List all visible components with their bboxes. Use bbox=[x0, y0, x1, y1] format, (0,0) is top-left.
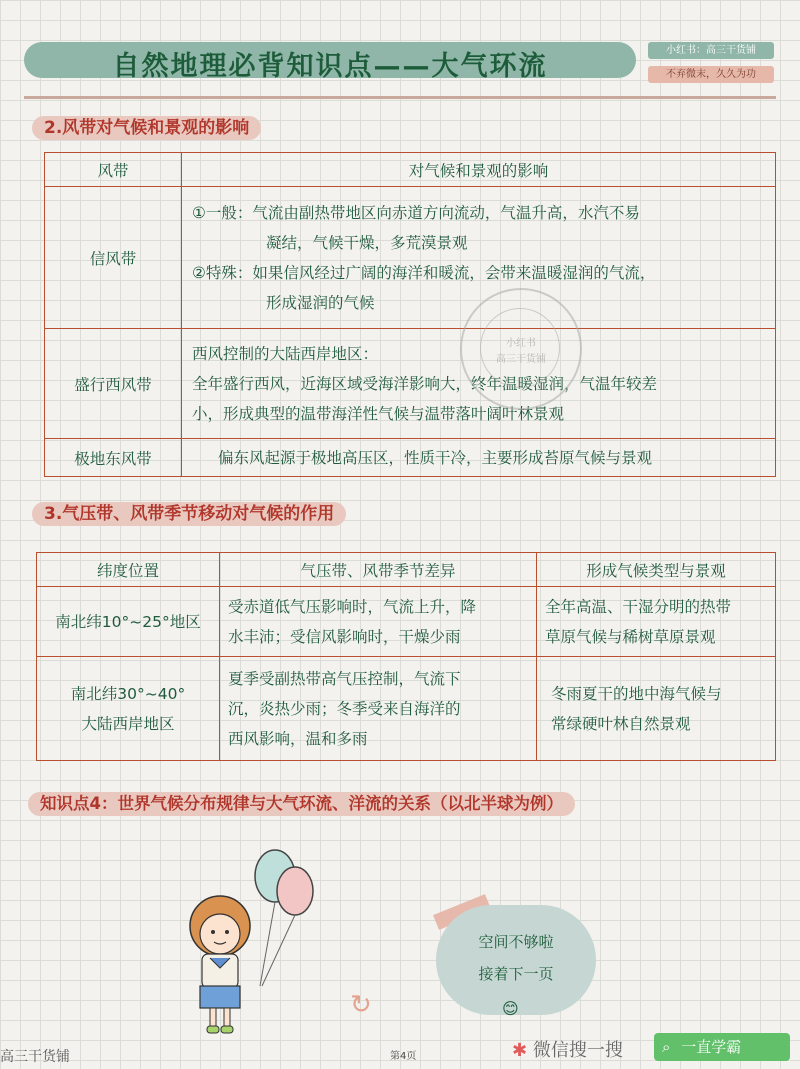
girl-skirt bbox=[200, 986, 240, 1008]
title-banner bbox=[24, 42, 636, 82]
col-header-climate-type: 形成气候类型与景观 bbox=[537, 553, 776, 587]
row-type-30-40 bbox=[537, 657, 776, 761]
seasonal-shift-table bbox=[36, 552, 776, 761]
effect-line: 全年盛行西风，近海区域受海洋影响大，终年温暖湿润，气温年较差 bbox=[192, 374, 658, 393]
row-name-polar-easterlies: 极地东风带 bbox=[45, 439, 182, 477]
search-button[interactable] bbox=[654, 1033, 790, 1061]
note-line: 空间不够啦 bbox=[478, 933, 554, 951]
row-name-trade-wind: 信风带 bbox=[45, 187, 182, 329]
wechat-search-label bbox=[512, 1036, 623, 1062]
cell-line: 全年高温、干湿分明的热带 bbox=[545, 597, 732, 616]
page-number: 第4页 bbox=[390, 1051, 417, 1062]
cell-line: 沉，炎热少雨；冬季受来自海洋的 bbox=[228, 699, 461, 718]
wechat-search-icon: ✱ bbox=[512, 1040, 528, 1061]
page-title: 自然地理必背知识点——大气环流 bbox=[112, 51, 548, 82]
seal-text: 小红书 bbox=[506, 338, 536, 349]
row-effect-polar-easterlies bbox=[182, 439, 776, 477]
cell-line: 大陆西岸地区 bbox=[81, 714, 175, 733]
seal-stamp bbox=[460, 288, 582, 410]
girl-leg bbox=[210, 1008, 216, 1026]
col-header-latitude: 纬度位置 bbox=[37, 553, 220, 587]
row-diff-10-25 bbox=[220, 587, 537, 657]
cell-line: 西风影响，温和多雨 bbox=[228, 729, 368, 748]
effect-line: 小，形成典型的温带海洋性气候与温带落叶阔叶林景观 bbox=[192, 404, 565, 423]
girl-with-balloons-illustration bbox=[180, 846, 330, 1046]
effect-line: ②特殊：如果信风经过广阔的海洋和暖流，会带来温暖湿润的气流， bbox=[192, 263, 656, 282]
girl-leg bbox=[224, 1008, 230, 1026]
cell-line: 水丰沛；受信风影响时，干燥少雨 bbox=[228, 627, 461, 646]
girl-eye bbox=[225, 930, 229, 934]
girl-shoe bbox=[207, 1026, 219, 1033]
girl-eye bbox=[211, 930, 215, 934]
header-divider bbox=[24, 96, 776, 99]
row-latitude-30-40 bbox=[37, 657, 220, 761]
footer-brand: 高三干货铺 bbox=[0, 1049, 70, 1065]
balloon-string bbox=[262, 915, 295, 986]
girl-shoe bbox=[221, 1026, 233, 1033]
row-type-10-25 bbox=[537, 587, 776, 657]
section-4-heading: 知识点4：世界气候分布规律与大气环流、洋流的关系（以北半球为例） bbox=[28, 792, 575, 816]
cell-line: 南北纬10°~25°地区 bbox=[55, 612, 201, 631]
cell-line: 夏季受副热带高气压控制，气流下 bbox=[228, 669, 461, 688]
cell-line: 受赤道低气压影响时，气流上升，降 bbox=[228, 597, 477, 616]
seal-text: 高三干货铺 bbox=[496, 354, 546, 365]
col-header-seasonal-diff: 气压带、风带季节差异 bbox=[220, 553, 537, 587]
effect-line: 西风控制的大陆西岸地区： bbox=[192, 344, 379, 363]
note-line: 接着下一页 bbox=[478, 965, 554, 983]
cell-line: 南北纬30°~40° bbox=[70, 684, 186, 703]
balloon-pink bbox=[277, 867, 313, 915]
cell-line: 冬雨夏干的地中海气候与 bbox=[551, 684, 722, 703]
effect-line: ①一般：气流由副热带地区向赤道方向流动，气温升高，水汽不易 bbox=[192, 203, 640, 222]
search-icon: ⌕ bbox=[662, 1038, 671, 1056]
section-2-heading: 2.风带对气候和景观的影响 bbox=[32, 116, 261, 140]
motto-tag: 不弃微末，久久为功 bbox=[648, 66, 774, 83]
girl-face bbox=[200, 914, 240, 954]
col-header-effect: 对气候和景观的影响 bbox=[182, 153, 776, 187]
emoji-icon: 😊 bbox=[502, 999, 519, 1018]
wechat-search-text: 微信搜一搜 bbox=[532, 1040, 623, 1061]
effect-line: 偏东风起源于极地高压区，性质干冷，主要形成苔原气候与景观 bbox=[218, 448, 653, 467]
row-name-westerlies: 盛行西风带 bbox=[45, 329, 182, 439]
author-tag: 小红书：高三干货铺 bbox=[648, 42, 774, 59]
cell-line: 草原气候与稀树草原景观 bbox=[545, 627, 716, 646]
search-button-label: 一直学霸 bbox=[681, 1038, 742, 1056]
effect-line: 凝结，气候干燥，多荒漠景观 bbox=[266, 233, 468, 252]
row-diff-30-40 bbox=[220, 657, 537, 761]
section-3-heading: 3.气压带、风带季节移动对气候的作用 bbox=[32, 502, 346, 526]
swirl-icon: ↻ bbox=[350, 990, 372, 1020]
effect-line: 形成湿润的气候 bbox=[266, 293, 375, 312]
cell-line: 常绿硬叶林自然景观 bbox=[551, 714, 691, 733]
col-header-wind-belt: 风带 bbox=[45, 153, 182, 187]
row-latitude-10-25 bbox=[37, 587, 220, 657]
wind-belt-table bbox=[44, 152, 776, 477]
continue-note-cloud bbox=[436, 905, 596, 1018]
